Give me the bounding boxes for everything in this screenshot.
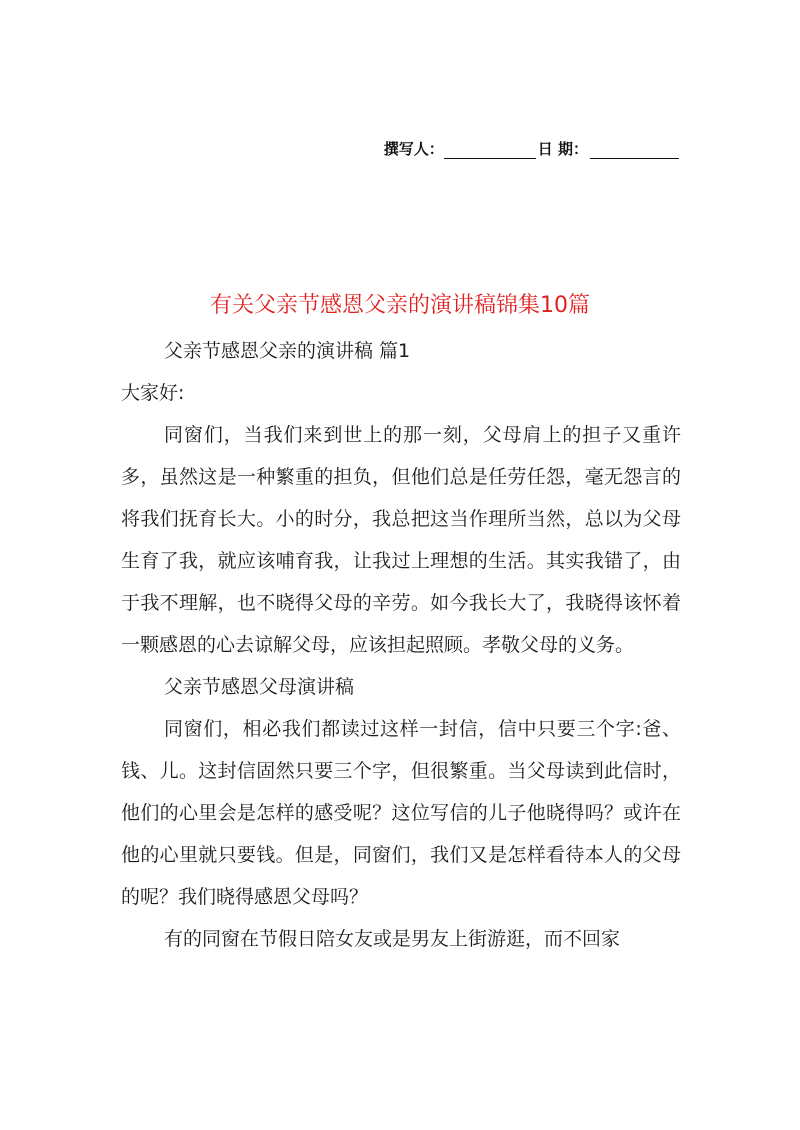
section-heading: 父亲节感恩父亲的演讲稿 篇1 [164, 340, 411, 362]
paragraph: 同窗们，当我们来到世上的那一刻，父母肩上的担子又重许多，虽然这是一种繁重的担负，但他们总是任劳任怨，毫无怨言的将我们抚育长大。小的时分，我总把这当作理所当然，总以为父母生育了我，就应该哺育我，让我过上理想的生活。其实我错了，由于我不理解，也不晓得父母的辛劳。如今我长大了，我晓得该怀着一颗感恩的心去谅解父母，应该担起照顾。孝敬父母的义务。 [121, 424, 681, 656]
paragraph: 有的同窗在节假日陪女友或是男友上街游逛，而不回家 [164, 928, 621, 950]
document-title: 有关父亲节感恩父亲的演讲稿锦集10篇 [210, 293, 590, 318]
author-blank-field[interactable] [444, 144, 536, 159]
subheading: 父亲节感恩父母演讲稿 [164, 676, 355, 698]
author-date-line [384, 138, 679, 159]
date-label: 日 期： [537, 140, 588, 158]
greeting: 大家好: [121, 382, 185, 404]
author-label: 撰写人： [383, 140, 444, 158]
document-body [121, 330, 681, 960]
date-blank-field[interactable] [590, 144, 679, 159]
paragraph: 同窗们，相必我们都读过这样一封信，信中只要三个字:爸、钱、儿。这封信固然只要三个字，但很繁重。当父母读到此信时，他们的心里会是怎样的感受呢？这位写信的儿子他晓得吗？或许在他的心里就只要钱。但是，同窗们，我们又是怎样看待本人的父母的呢？我们晓得感恩父母吗？ [121, 718, 681, 908]
